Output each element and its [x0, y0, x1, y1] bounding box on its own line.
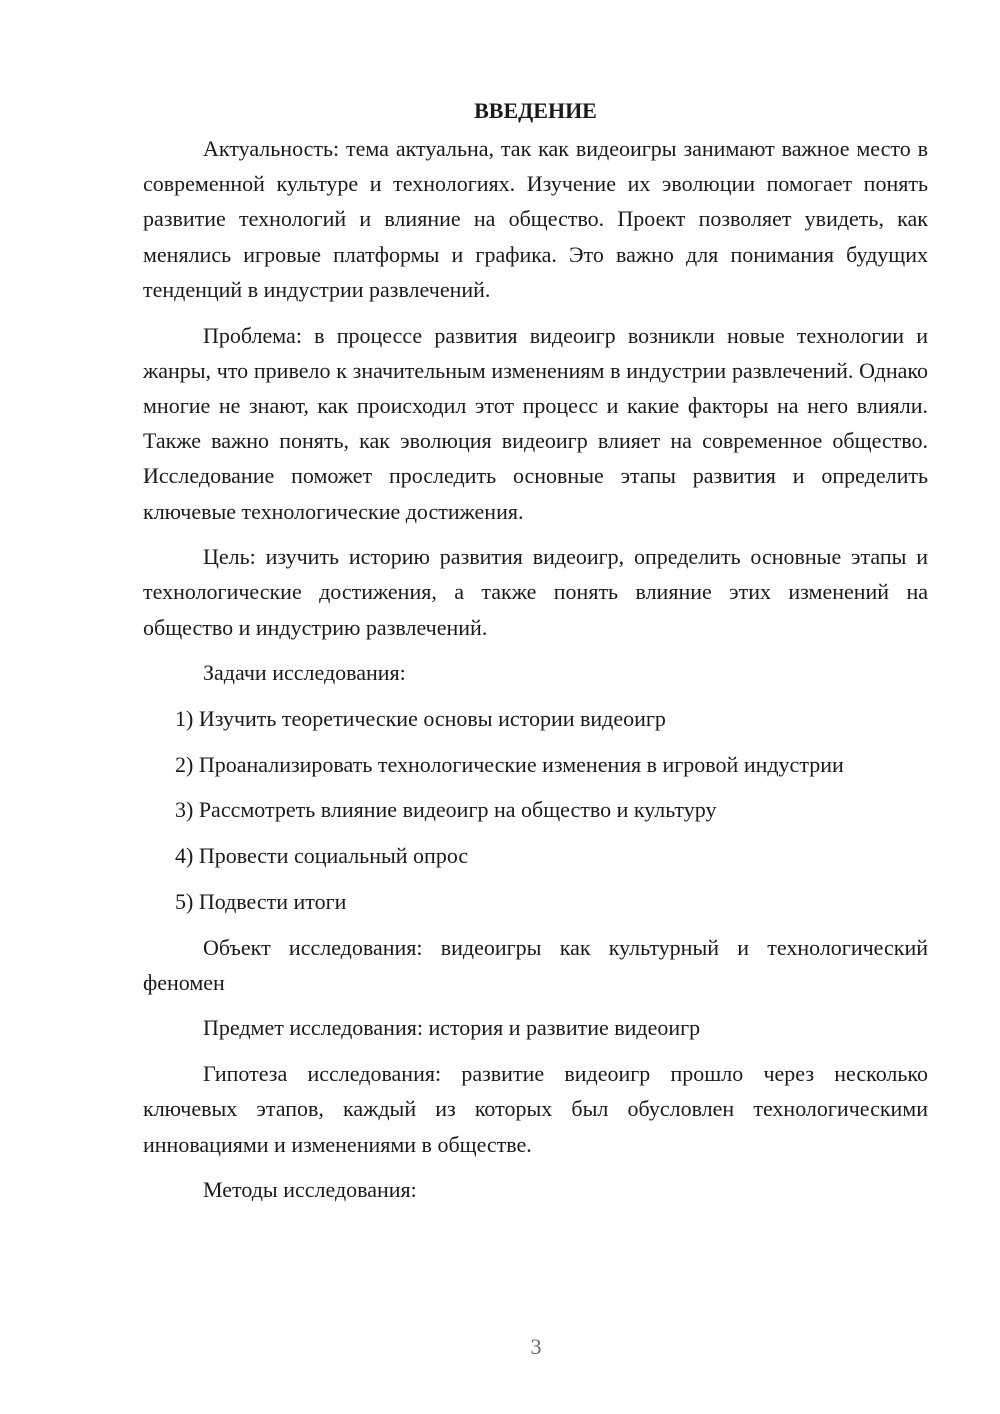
task-item-1: 1) Изучить теоретические основы истории видеоигр	[175, 706, 666, 732]
section-title: ВВЕДЕНИЕ	[474, 98, 597, 123]
task-item-3: 3) Рассмотреть влияние видеоигр на общество и культуру	[175, 797, 717, 823]
task-item-2: 2) Проанализировать технологические изменения в игровой индустрии	[175, 751, 844, 777]
hypothesis-paragraph: Гипотеза исследования: развитие видеоигр прошло через несколько ключевых этапов, каждый из которых был обусловлен технологическими инновациями и изменениями в обществе.	[143, 1061, 928, 1157]
goal-paragraph: Цель: изучить историю развития видеоигр, определить основные этапы и технологические достижения, а также понять влияние этих изменений на общество и индустрию развлечений.	[143, 544, 928, 640]
page-number: 3	[530, 1334, 542, 1359]
object-paragraph: Объект исследования: видеоигры как культурный и технологический феномен	[143, 934, 928, 995]
task-item-4: 4) Провести социальный опрос	[175, 843, 469, 869]
problem-paragraph: Проблема: в процессе развития видеоигр возникли новые технологии и жанры, что привело к значительным изменениям в индустрии развлечений. Однако многие не знают, как происходил этот процесс и какие факторы на него влияли. Также важно понять, как эволюция видеоигр влияет на современное общество. Исследование поможет проследить основные этапы развития и определить ключевые технологические достижения.	[143, 322, 928, 524]
page-body	[143, 93, 928, 1218]
task-item-5: 5) Подвести итоги	[175, 888, 347, 914]
relevance-paragraph: Актуальность: тема актуальна, так как видеоигры занимают важное место в современной культуре и технологиях. Изучение их эволюции помогает понять развитие технологий и влияние на общество. Проект позволяет увидеть, как менялись игровые платформы и графика. Это важно для понимания будущих тенденций в индустрии развлечений.	[143, 136, 928, 302]
methods-heading: Методы исследования:	[203, 1177, 417, 1203]
tasks-heading: Задачи исследования:	[203, 660, 406, 686]
subject-paragraph: Предмет исследования: история и развитие видеоигр	[203, 1015, 701, 1041]
